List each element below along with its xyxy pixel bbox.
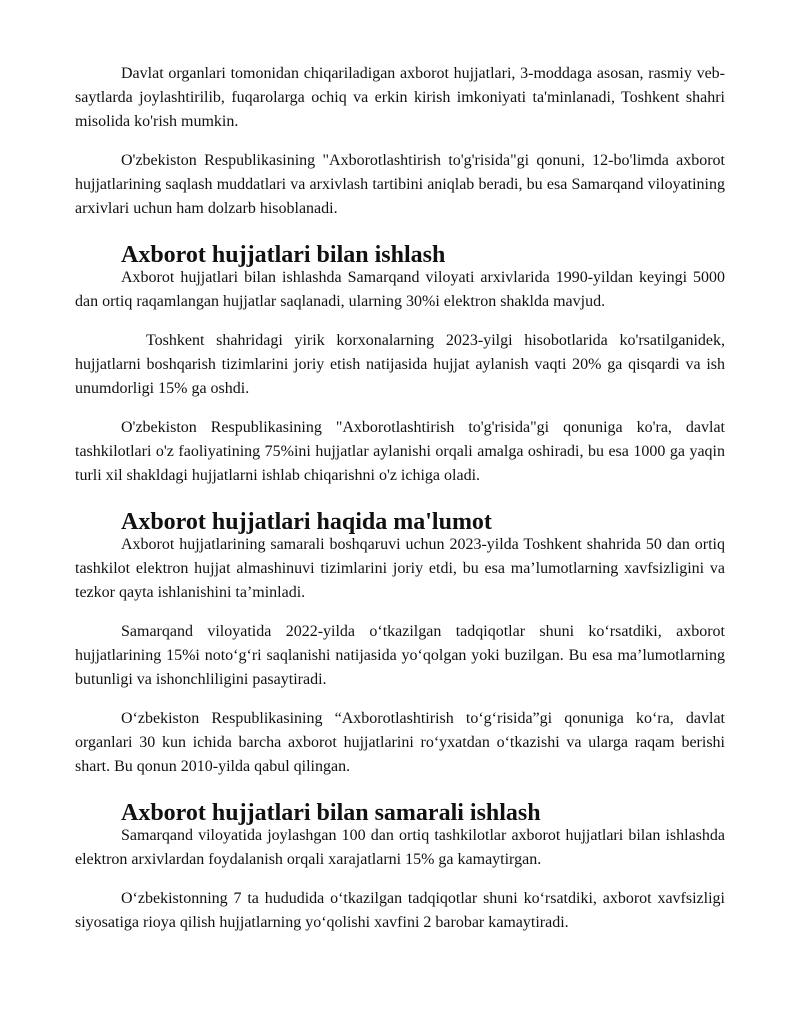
section-heading-working-with-documents: Axborot hujjatlari bilan ishlash (121, 242, 446, 268)
paragraph-registration-law: O‘zbekiston Respublikasining “Axborotlashtirish to‘g‘risida”gi qonuniga ko‘ra, davlat organlari 30 kun ichida barcha axborot hujjatlarini ro‘yxatdan o‘tkazishi va ularga raqam berishi shart. Bu qonun 2010-yilda qabul qilingan. (75, 710, 725, 775)
section-heading-efficient-work: Axborot hujjatlari bilan samarali ishlash (121, 800, 541, 826)
paragraph-archiving-law: O'zbekiston Respublikasining "Axborotlashtirish to'g'risida"gi qonuni, 12-bo'limda axborot hujjatlarining saqlash muddatlari va arxivlash tartibini aniqlab beradi, bu esa Samarqand viloyatining arxivlari uchun ham dolzarb hisoblanadi. (75, 152, 725, 217)
paragraph-security-policy: O‘zbekistonning 7 ta hududida o‘tkazilgan tadqiqotlar shuni ko‘rsatdiki, axborot xavfsizligi siyosatiga rioya qilish hujjatlarning yo‘qolishi xavfini 2 barobar kamaytiradi. (75, 890, 725, 931)
paragraph-cost-reduction: Samarqand viloyatida joylashgan 100 dan ortiq tashkilotlar axborot hujjatlari bilan ishlashda elektron arxivlardan foydalanish orqali xarajatlarni 15% ga kamaytirgan. (75, 827, 725, 868)
paragraph-samarkand-archives: Axborot hujjatlari bilan ishlashda Samarqand viloyati arxivlarida 1990-yildan keyingi 5000 dan ortiq raqamlangan hujjatlar saqlanadi, ularning 30%i elektron shaklda mavjud. (75, 269, 725, 310)
paragraph-tashkent-enterprises: Toshkent shahridagi yirik korxonalarning 2023-yilgi hisobotlarida ko'rsatilganidek, hujjatlarni boshqarish tizimlarini joriy etish natijasida hujjat aylanish vaqti 20% ga qisqardi va ish unumdorligi 15% ga oshdi. (75, 332, 725, 397)
paragraph-state-organizations: O'zbekiston Respublikasining "Axborotlashtirish to'g'risida"gi qonuniga ko'ra, davlat tashkilotlari o'z faoliyatining 75%ini hujjatlar aylanishi orqali amalga oshiradi, bu esa 1000 ga yaqin turli xil shakldagi hujjatlarni ishlab chiqarishni o'z ichiga oladi. (75, 419, 725, 484)
document-body (75, 62, 725, 950)
section-heading-information-about-documents: Axborot hujjatlari haqida ma'lumot (121, 509, 492, 535)
paragraph-lost-documents-study: Samarqand viloyatida 2022-yilda o‘tkazilgan tadqiqotlar shuni ko‘rsatdiki, axborot hujjatlarining 15%i noto‘g‘ri saqlanishi natijasida yo‘qolgan yoki buzilgan. Bu esa ma’lumotlarning butunligi va ishonchliligini pasaytiradi. (75, 623, 725, 688)
paragraph-publication-of-documents: Davlat organlari tomonidan chiqariladigan axborot hujjatlari, 3-moddaga asosan, rasmiy veb-saytlarda joylashtirilib, fuqarolarga ochiq va erkin kirish imkoniyati ta'minlanadi, Toshkent shahri misolida ko'rish mumkin. (75, 65, 725, 130)
paragraph-electronic-exchange: Axborot hujjatlarining samarali boshqaruvi uchun 2023-yilda Toshkent shahrida 50 dan ortiq tashkilot elektron hujjat almashinuvi tizimlarini joriy etdi, bu esa ma’lumotlarning xavfsizligini va tezkor qayta ishlanishini ta’minladi. (75, 536, 725, 601)
